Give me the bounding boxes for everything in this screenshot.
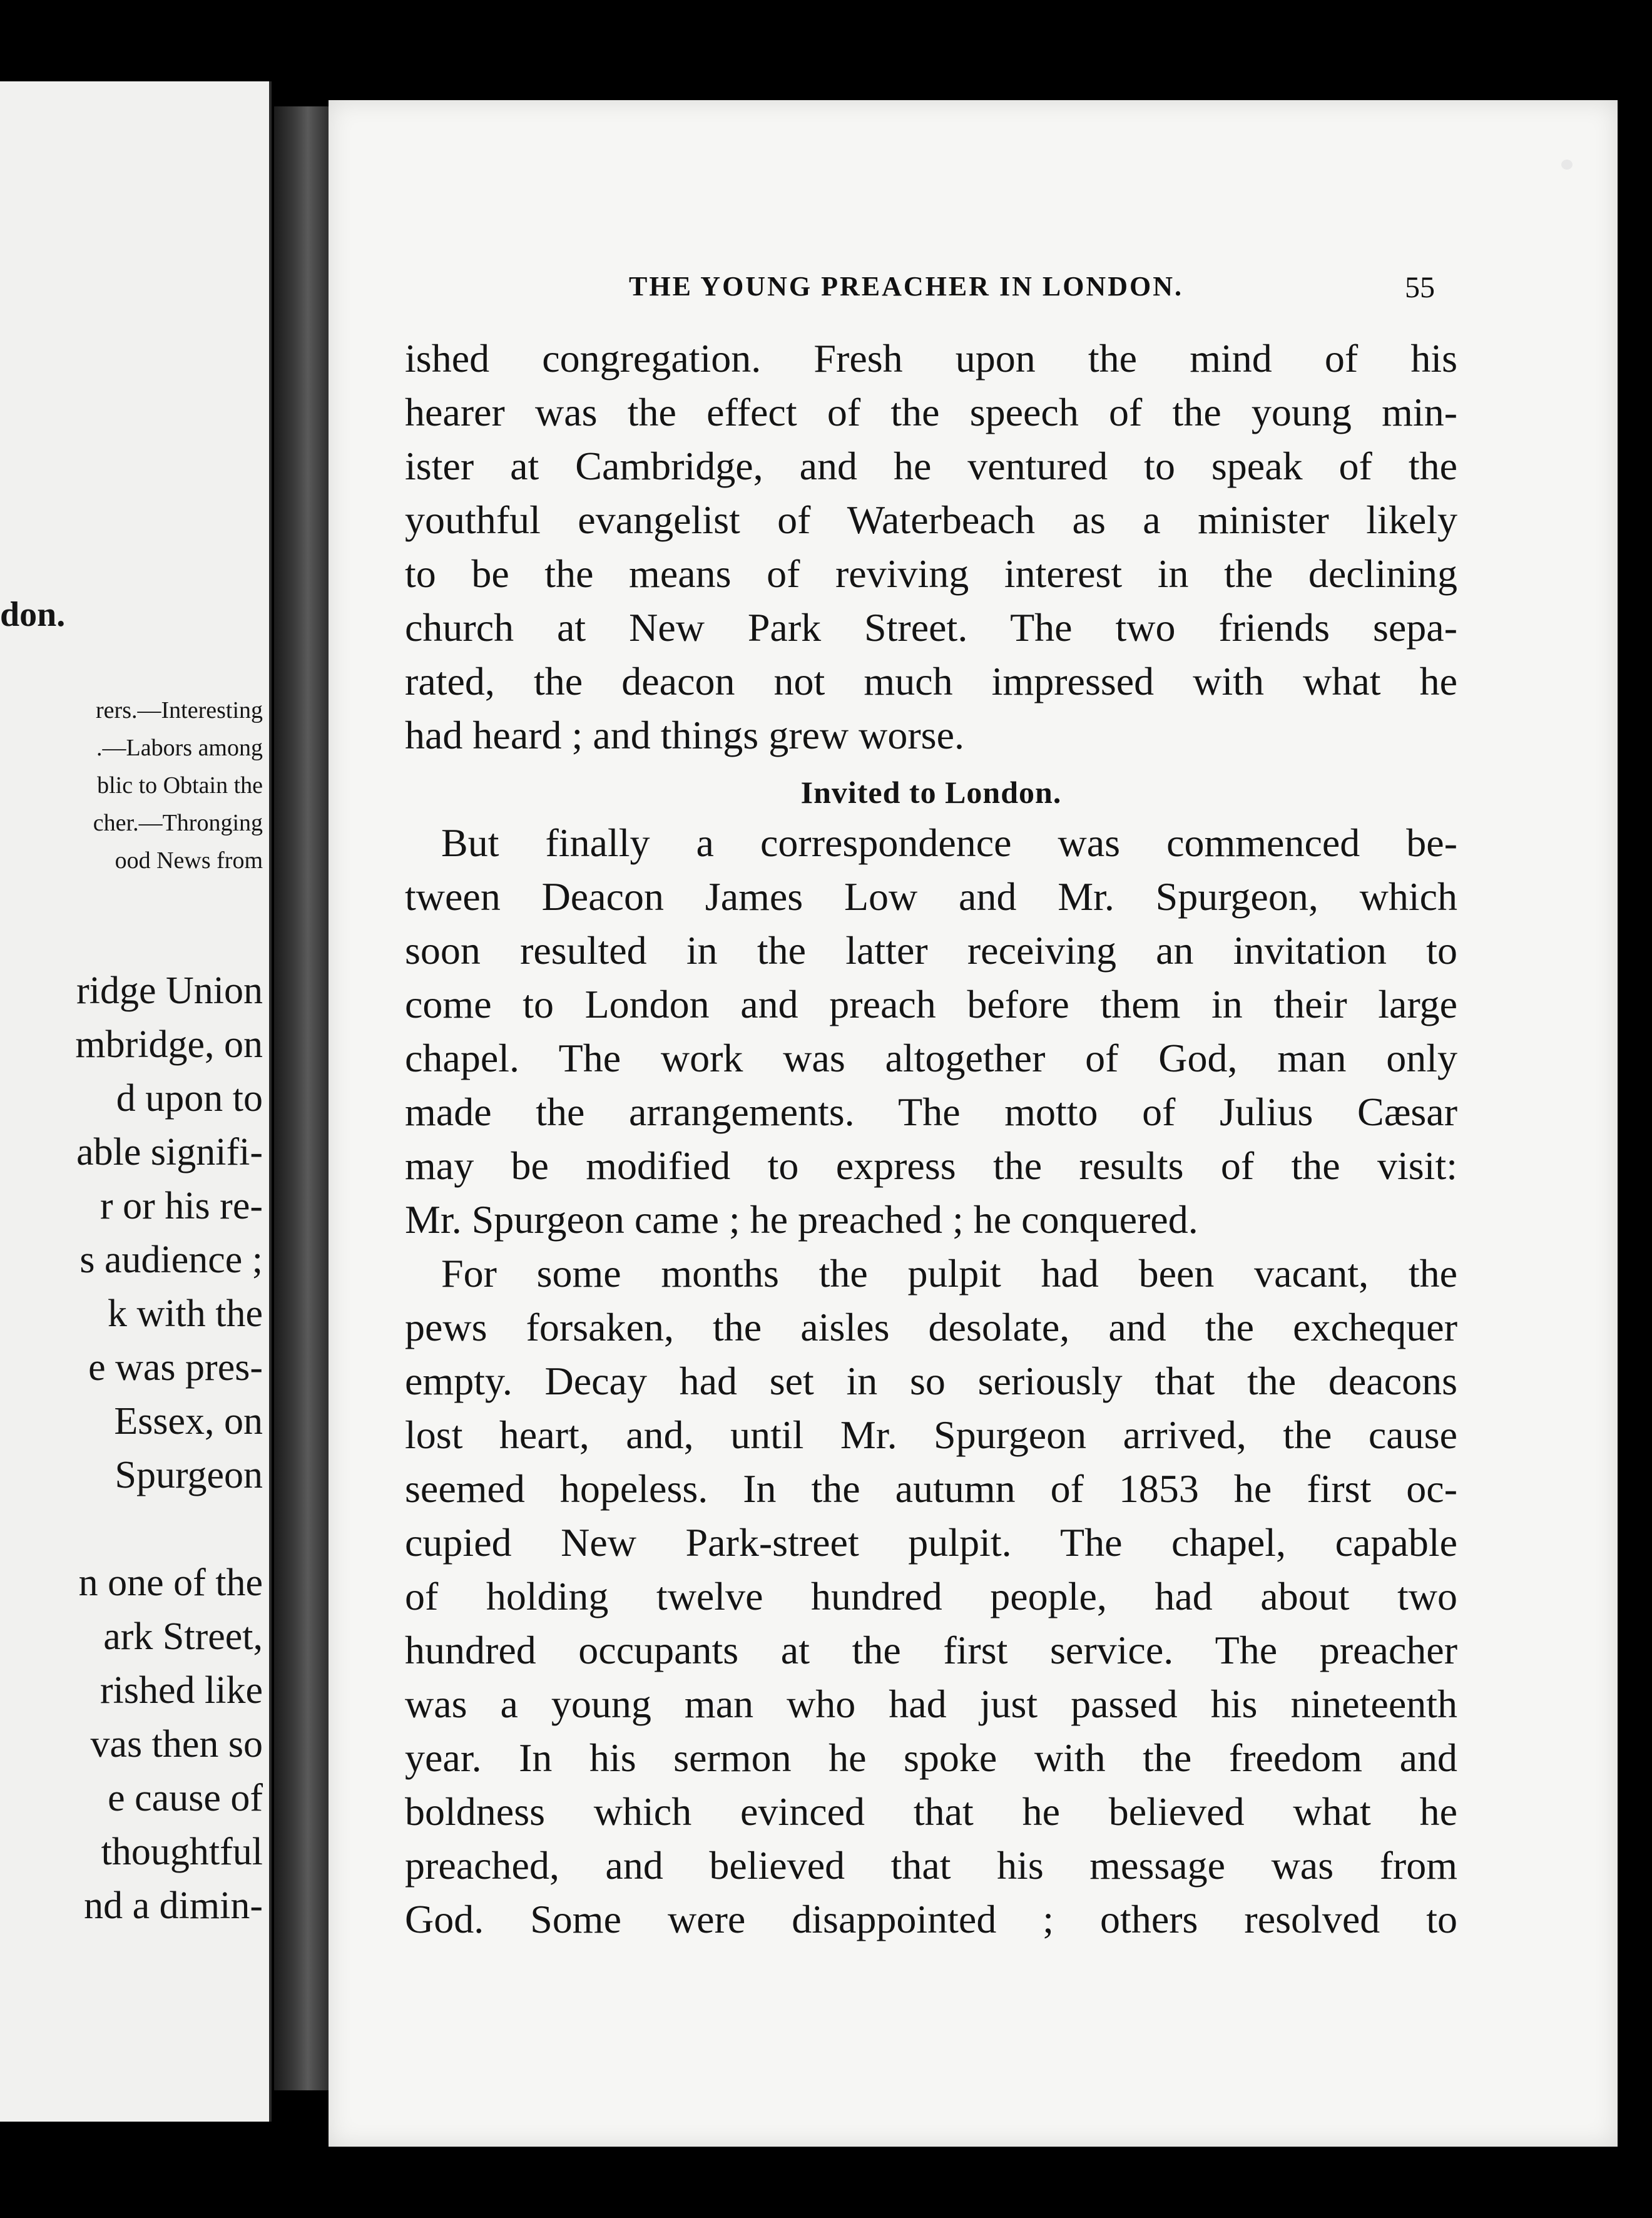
previous-page-body-line: nd a dimin-	[84, 1884, 263, 1927]
text-line: was a young man who had just passed his nineteenth	[405, 1682, 1457, 1726]
text-line: seemed hopeless. In the autumn of 1853 he first oc-	[405, 1466, 1457, 1511]
section-heading: Invited to London.	[800, 775, 1062, 810]
page-number: 55	[1405, 271, 1435, 304]
paper-speck	[1561, 160, 1573, 170]
previous-page-summary-line: ood News from	[115, 847, 263, 874]
text-line: ished congregation. Fresh upon the mind of his	[405, 336, 1457, 381]
text-line: ister at Cambridge, and he ventured to speak of the	[405, 444, 1457, 488]
text-line: may be modified to express the results of the visit:	[405, 1143, 1457, 1188]
text-line: made the arrangements. The motto of Julius Cæsar	[405, 1090, 1457, 1134]
text-line: hundred occupants at the first service. The preacher	[405, 1628, 1457, 1672]
text-line: Mr. Spurgeon came ; he preached ; he conquered.	[405, 1197, 1198, 1242]
previous-page-summary-line: rers.—Interesting	[96, 697, 263, 723]
text-line: empty. Decay had set in so seriously that the deacons	[405, 1359, 1457, 1403]
previous-page-body-line: e cause of	[108, 1777, 263, 1819]
page-body	[405, 332, 1457, 1946]
text-line: soon resulted in the latter receiving an invitation to	[405, 928, 1457, 973]
text-line: cupied New Park-street pulpit. The chapel, capable	[405, 1520, 1457, 1565]
text-line: year. In his sermon he spoke with the freedom and	[405, 1735, 1457, 1780]
previous-page-body-line: k with the	[108, 1292, 263, 1335]
previous-page	[0, 81, 272, 2122]
previous-page-body-line: d upon to	[116, 1077, 263, 1120]
text-line: But finally a correspondence was commenced be-	[441, 820, 1457, 865]
text-line: church at New Park Street. The two friends sepa-	[405, 605, 1457, 650]
previous-page-summary-line: cher.—Thronging	[93, 810, 263, 836]
text-line: to be the means of reviving interest in the declining	[405, 551, 1457, 596]
previous-page-summary-line: .—Labors among	[96, 735, 263, 761]
previous-page-summary-line: blic to Obtain the	[97, 772, 263, 799]
previous-page-body-line: e was pres-	[88, 1346, 263, 1389]
book-gutter	[274, 106, 330, 2090]
previous-page-body-line: vas then so	[90, 1723, 263, 1766]
previous-page-body-line: ark Street,	[103, 1615, 263, 1658]
text-line: For some months the pulpit had been vacant, the	[441, 1251, 1457, 1296]
previous-page-body-line: Essex, on	[114, 1400, 263, 1443]
current-page	[329, 100, 1618, 2147]
previous-page-body-line: rished like	[100, 1669, 263, 1712]
text-line: of holding twelve hundred people, had about two	[405, 1574, 1457, 1618]
previous-page-body-line: n one of the	[78, 1561, 263, 1604]
text-line: lost heart, and, until Mr. Spurgeon arrived, the cause	[405, 1413, 1457, 1457]
text-line: preached, and believed that his message was from	[405, 1843, 1457, 1888]
previous-page-heading: don.	[0, 595, 66, 634]
text-line: God. Some were disappointed ; others resolved to	[405, 1897, 1457, 1941]
text-line: youthful evangelist of Waterbeach as a minister likely	[405, 498, 1457, 542]
previous-page-body-line: ridge Union	[76, 969, 263, 1012]
previous-page-body-line: s audience ;	[79, 1239, 263, 1281]
running-head: THE YOUNG PREACHER IN LONDON.	[629, 271, 1183, 302]
previous-page-body-line: mbridge, on	[75, 1023, 263, 1066]
text-line: pews forsaken, the aisles desolate, and the exchequer	[405, 1305, 1457, 1349]
previous-page-body-line: able signifi-	[76, 1131, 263, 1173]
text-line: rated, the deacon not much impressed with what he	[405, 659, 1457, 703]
previous-page-body-line: thoughtful	[101, 1831, 263, 1873]
previous-page-body-line: r or his re-	[100, 1185, 263, 1227]
text-line: hearer was the effect of the speech of the young min-	[405, 390, 1457, 434]
text-line: chapel. The work was altogether of God, man only	[405, 1036, 1457, 1080]
text-line: had heard ; and things grew worse.	[405, 713, 964, 757]
text-line: tween Deacon James Low and Mr. Spurgeon, which	[405, 874, 1457, 919]
text-line: come to London and preach before them in their large	[405, 982, 1457, 1026]
previous-page-body-line: Spurgeon	[115, 1454, 263, 1496]
text-line: boldness which evinced that he believed what he	[405, 1789, 1457, 1834]
